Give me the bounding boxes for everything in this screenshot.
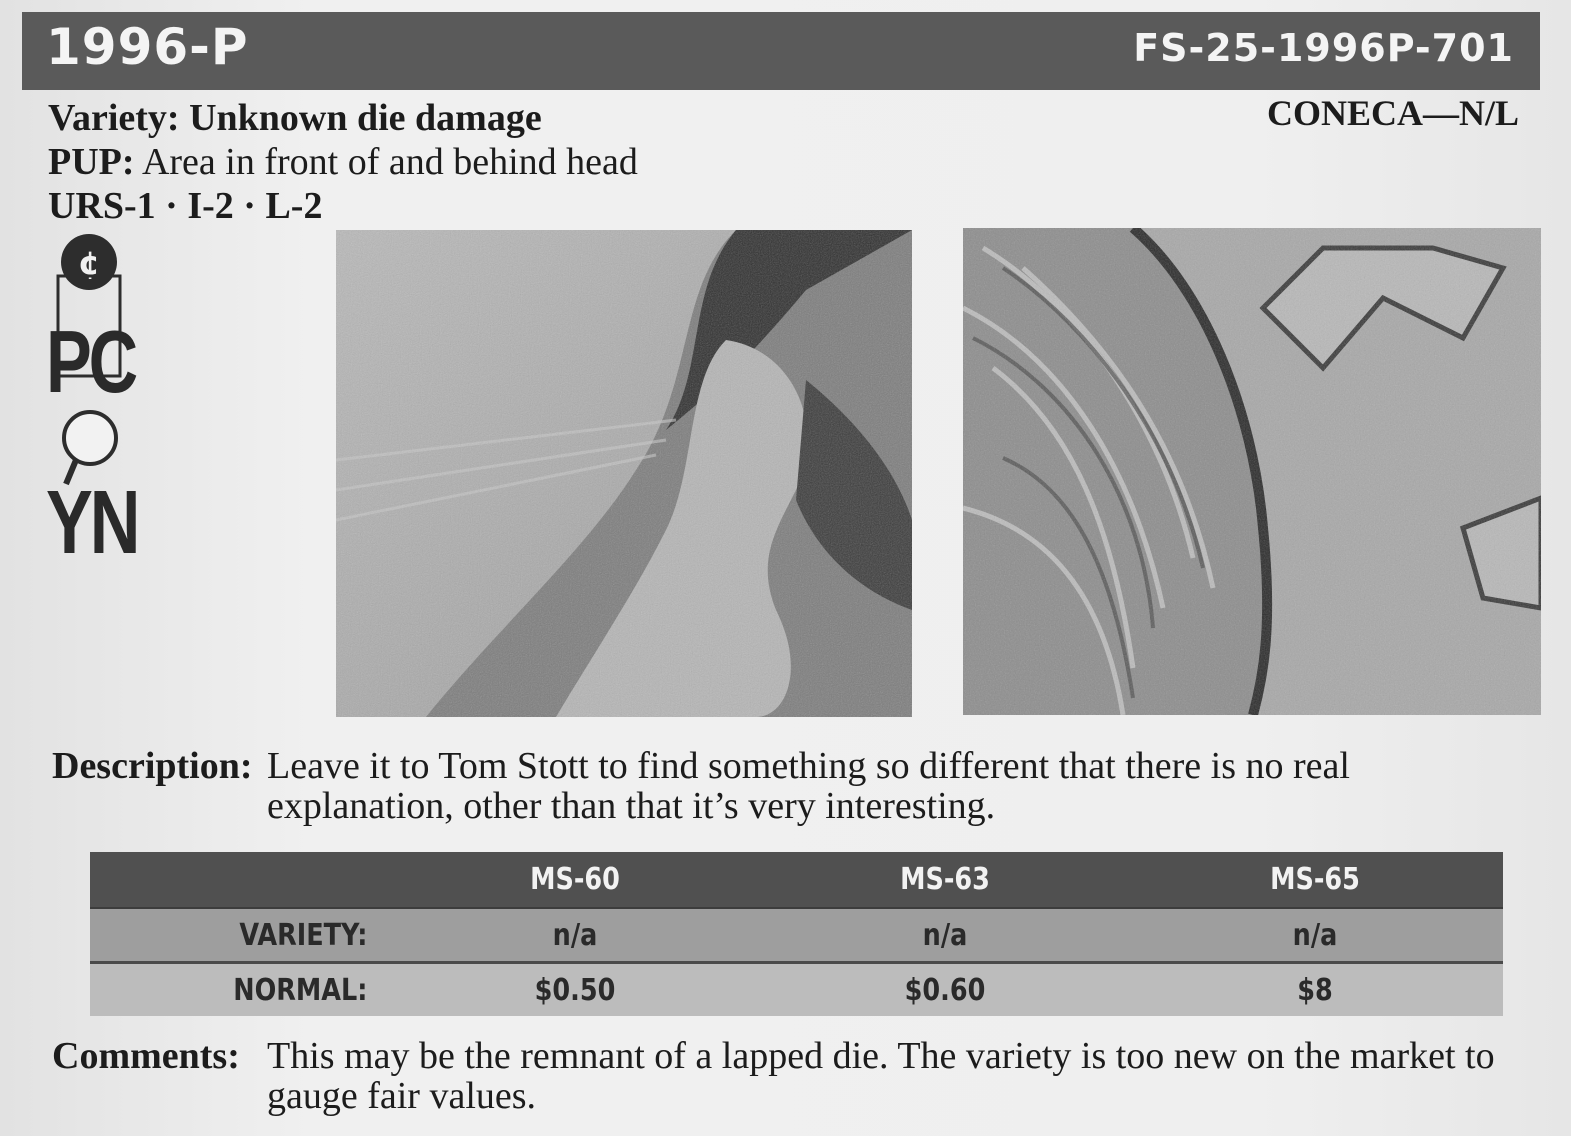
table-row-normal <box>90 961 1503 1016</box>
header-cell-empty <box>113 852 368 907</box>
normal-ms63: $0.60 <box>904 972 986 1008</box>
header-ms63: MS-63 <box>900 862 990 897</box>
variety-line <box>48 96 542 140</box>
header-ms60: MS-60 <box>530 862 620 897</box>
pup-value: Area in front of and behind head <box>141 141 638 183</box>
variety-ms63: n/a <box>922 917 968 953</box>
variety-ms60: n/a <box>552 917 598 953</box>
price-table-header <box>90 852 1503 907</box>
table-row-variety <box>90 907 1503 961</box>
normal-ms60: $0.50 <box>534 972 616 1008</box>
urs-rating: URS-1 · I-2 · L-2 <box>48 185 323 227</box>
variety-value: Unknown die damage <box>189 97 542 139</box>
comments-label: Comments: <box>52 1035 240 1077</box>
variety-ms65: n/a <box>1292 917 1338 953</box>
row-label-normal: NORMAL: <box>233 972 368 1008</box>
svg-text:¢: ¢ <box>77 244 101 282</box>
description-text: Leave it to Tom Stott to find something so different that there is no real explanation, other than that it’s very interesting. <box>267 745 1350 827</box>
coin-closeup-behind-head <box>963 228 1541 715</box>
page-title: 1996-P <box>46 18 249 76</box>
pup-line <box>48 140 638 184</box>
description-label: Description: <box>52 745 253 787</box>
coneca-reference: CONECA—N/L <box>1266 93 1519 133</box>
pup-label: PUP: <box>48 141 135 183</box>
title-bar <box>22 12 1540 90</box>
coin-closeup-front-of-face <box>336 230 912 717</box>
yn-label: YN <box>46 473 138 573</box>
row-label-variety: VARIETY: <box>239 917 368 953</box>
pc-label: PC <box>46 312 136 411</box>
price-table <box>90 852 1503 1016</box>
variety-label: Variety: <box>48 97 180 139</box>
header-ms65: MS-65 <box>1270 862 1360 897</box>
comments-text: This may be the remnant of a lapped die. The variety is too new on the market to gauge fair values. <box>267 1035 1495 1117</box>
catalog-number: FS-25-1996P-701 <box>1133 26 1514 70</box>
normal-ms65: $8 <box>1297 972 1333 1008</box>
